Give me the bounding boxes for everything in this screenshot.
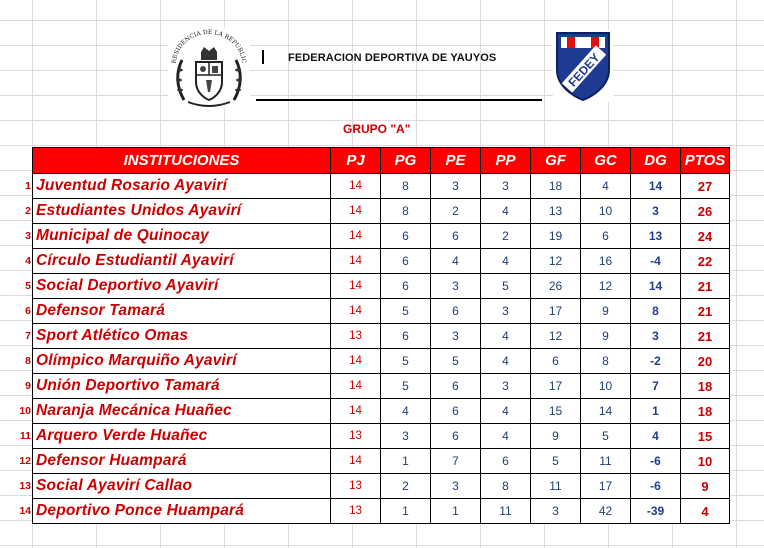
cell-ptos: 21 <box>681 299 730 324</box>
cell-ptos: 20 <box>681 349 730 374</box>
cell-pj: 13 <box>331 499 381 524</box>
cell-pg: 5 <box>381 349 431 374</box>
table-row <box>33 349 730 374</box>
row-number: 11 <box>19 430 31 442</box>
cell-pp: 3 <box>481 299 531 324</box>
cell-gc: 6 <box>581 224 631 249</box>
table-row <box>33 474 730 499</box>
cell-pg: 8 <box>381 174 431 199</box>
cell-dg: 1 <box>631 399 681 424</box>
cell-pg: 1 <box>381 499 431 524</box>
cell-pe: 3 <box>431 274 481 299</box>
row-number: 8 <box>25 355 31 367</box>
cell-pe: 5 <box>431 349 481 374</box>
cell-ptos: 15 <box>681 424 730 449</box>
team-name: Municipal de Quinocay <box>33 224 331 249</box>
cell-pg: 6 <box>381 274 431 299</box>
standings-table <box>32 147 730 524</box>
seal-text: RESIDENCIA DE LA REPUBLIC <box>170 28 248 64</box>
table-row <box>33 399 730 424</box>
cell-gc: 11 <box>581 449 631 474</box>
cell-pe: 4 <box>431 249 481 274</box>
cell-gf: 11 <box>531 474 581 499</box>
table-row <box>33 324 730 349</box>
cell-ptos: 18 <box>681 399 730 424</box>
row-number: 1 <box>25 180 31 192</box>
fedey-logo <box>553 30 613 102</box>
cell-pp: 4 <box>481 399 531 424</box>
row-number: 4 <box>25 255 31 267</box>
row-number: 12 <box>19 455 31 467</box>
logo-text: FEDEY <box>565 50 603 90</box>
header-gc: GC <box>581 148 631 174</box>
team-name: Defensor Tamará <box>33 299 331 324</box>
cell-pp: 11 <box>481 499 531 524</box>
presidency-seal-graphic <box>168 28 250 108</box>
table-row <box>33 374 730 399</box>
team-name: Deportivo Ponce Huampará <box>33 499 331 524</box>
presidency-seal <box>168 28 250 108</box>
cell-pj: 14 <box>331 449 381 474</box>
group-title: GRUPO "A" <box>343 122 411 136</box>
row-number: 13 <box>19 480 31 492</box>
cell-ptos: 9 <box>681 474 730 499</box>
team-name: Unión Deportivo Tamará <box>33 374 331 399</box>
team-name: Juventud Rosario Ayavirí <box>33 174 331 199</box>
team-name: Social Deportivo Ayavirí <box>33 274 331 299</box>
cell-pj: 13 <box>331 424 381 449</box>
cell-pp: 4 <box>481 249 531 274</box>
cell-gc: 9 <box>581 324 631 349</box>
federation-title: FEDERACION DEPORTIVA DE YAUYOS <box>288 52 497 64</box>
cell-gc: 16 <box>581 249 631 274</box>
cell-dg: -6 <box>631 449 681 474</box>
cell-pj: 14 <box>331 274 381 299</box>
cell-pj: 14 <box>331 199 381 224</box>
cell-gc: 8 <box>581 349 631 374</box>
cell-dg: 8 <box>631 299 681 324</box>
cell-pg: 6 <box>381 249 431 274</box>
cell-pe: 7 <box>431 449 481 474</box>
row-number: 9 <box>25 380 31 392</box>
cell-pe: 3 <box>431 324 481 349</box>
cell-gf: 13 <box>531 199 581 224</box>
header-pp: PP <box>481 148 531 174</box>
cell-pj: 14 <box>331 349 381 374</box>
cell-dg: 4 <box>631 424 681 449</box>
cell-gf: 9 <box>531 424 581 449</box>
row-number: 6 <box>25 305 31 317</box>
table-row <box>33 499 730 524</box>
cell-gf: 19 <box>531 224 581 249</box>
fedey-shield-icon <box>553 30 613 102</box>
cell-gc: 17 <box>581 474 631 499</box>
cell-pe: 6 <box>431 299 481 324</box>
cell-gc: 4 <box>581 174 631 199</box>
cell-pe: 3 <box>431 174 481 199</box>
cell-pj: 14 <box>331 374 381 399</box>
team-name: Círculo Estudiantil Ayavirí <box>33 249 331 274</box>
cell-gf: 12 <box>531 324 581 349</box>
cell-pj: 14 <box>331 249 381 274</box>
header-instituciones: INSTITUCIONES <box>33 148 331 174</box>
cell-gf: 12 <box>531 249 581 274</box>
cell-pe: 6 <box>431 424 481 449</box>
table-row <box>33 199 730 224</box>
cell-ptos: 24 <box>681 224 730 249</box>
cell-pj: 14 <box>331 174 381 199</box>
cell-gc: 12 <box>581 274 631 299</box>
cell-pp: 3 <box>481 174 531 199</box>
team-name: Olímpico Marquiño Ayavirí <box>33 349 331 374</box>
cell-pg: 8 <box>381 199 431 224</box>
cell-ptos: 26 <box>681 199 730 224</box>
cell-pj: 14 <box>331 224 381 249</box>
table-header-row <box>33 148 730 174</box>
cell-pp: 8 <box>481 474 531 499</box>
row-number: 2 <box>25 205 31 217</box>
cell-gf: 17 <box>531 299 581 324</box>
cell-pp: 2 <box>481 224 531 249</box>
cell-gf: 5 <box>531 449 581 474</box>
cell-gf: 15 <box>531 399 581 424</box>
cell-ptos: 27 <box>681 174 730 199</box>
cell-pj: 13 <box>331 324 381 349</box>
cell-gc: 10 <box>581 199 631 224</box>
cell-ptos: 10 <box>681 449 730 474</box>
cell-pj: 14 <box>331 399 381 424</box>
cell-ptos: 21 <box>681 324 730 349</box>
header-ptos: PTOS <box>681 148 730 174</box>
cell-pe: 6 <box>431 374 481 399</box>
cell-pg: 5 <box>381 374 431 399</box>
header-pj: PJ <box>331 148 381 174</box>
cell-dg: -6 <box>631 474 681 499</box>
cell-pe: 6 <box>431 224 481 249</box>
cell-pj: 14 <box>331 299 381 324</box>
row-number: 3 <box>25 230 31 242</box>
cell-pe: 2 <box>431 199 481 224</box>
table-row <box>33 174 730 199</box>
row-number: 10 <box>19 405 31 417</box>
cell-gf: 18 <box>531 174 581 199</box>
cell-gf: 17 <box>531 374 581 399</box>
cell-gf: 3 <box>531 499 581 524</box>
cell-pg: 6 <box>381 224 431 249</box>
cell-gc: 10 <box>581 374 631 399</box>
cell-dg: 7 <box>631 374 681 399</box>
header-dg: DG <box>631 148 681 174</box>
cell-pp: 4 <box>481 324 531 349</box>
cell-dg: 3 <box>631 324 681 349</box>
cell-gf: 26 <box>531 274 581 299</box>
cell-dg: -2 <box>631 349 681 374</box>
team-name: Naranja Mecánica Huañec <box>33 399 331 424</box>
cell-dg: 14 <box>631 174 681 199</box>
cell-ptos: 18 <box>681 374 730 399</box>
header-underline <box>256 99 542 101</box>
header-pg: PG <box>381 148 431 174</box>
team-name: Social Ayavirí Callao <box>33 474 331 499</box>
cell-pp: 4 <box>481 424 531 449</box>
team-name: Defensor Huampará <box>33 449 331 474</box>
table-row <box>33 449 730 474</box>
row-numbers <box>0 174 32 524</box>
cell-gf: 6 <box>531 349 581 374</box>
team-name: Sport Atlético Omas <box>33 324 331 349</box>
cell-pj: 13 <box>331 474 381 499</box>
cell-pg: 2 <box>381 474 431 499</box>
cell-pp: 5 <box>481 274 531 299</box>
cell-pp: 4 <box>481 199 531 224</box>
table-row <box>33 249 730 274</box>
cell-dg: 14 <box>631 274 681 299</box>
cell-pp: 3 <box>481 374 531 399</box>
team-name: Estudiantes Unidos Ayavirí <box>33 199 331 224</box>
cell-dg: 13 <box>631 224 681 249</box>
cell-gc: 5 <box>581 424 631 449</box>
cell-dg: -4 <box>631 249 681 274</box>
cell-ptos: 22 <box>681 249 730 274</box>
cell-gc: 9 <box>581 299 631 324</box>
header-gf: GF <box>531 148 581 174</box>
cell-pg: 3 <box>381 424 431 449</box>
cell-pg: 4 <box>381 399 431 424</box>
cell-pe: 6 <box>431 399 481 424</box>
cell-pe: 1 <box>431 499 481 524</box>
cell-gc: 14 <box>581 399 631 424</box>
cell-dg: 3 <box>631 199 681 224</box>
team-name: Arquero Verde Huañec <box>33 424 331 449</box>
row-number: 5 <box>25 280 31 292</box>
cell-pg: 1 <box>381 449 431 474</box>
table-row <box>33 224 730 249</box>
table-row <box>33 424 730 449</box>
cell-pp: 4 <box>481 349 531 374</box>
header-separator <box>262 50 264 64</box>
cell-pg: 6 <box>381 324 431 349</box>
cell-dg: -39 <box>631 499 681 524</box>
row-number: 14 <box>19 505 31 517</box>
cell-pp: 6 <box>481 449 531 474</box>
table-row <box>33 274 730 299</box>
row-number: 7 <box>25 330 31 342</box>
table-row <box>33 299 730 324</box>
cell-pg: 5 <box>381 299 431 324</box>
cell-ptos: 4 <box>681 499 730 524</box>
cell-pe: 3 <box>431 474 481 499</box>
cell-ptos: 21 <box>681 274 730 299</box>
cell-gc: 42 <box>581 499 631 524</box>
header-pe: PE <box>431 148 481 174</box>
